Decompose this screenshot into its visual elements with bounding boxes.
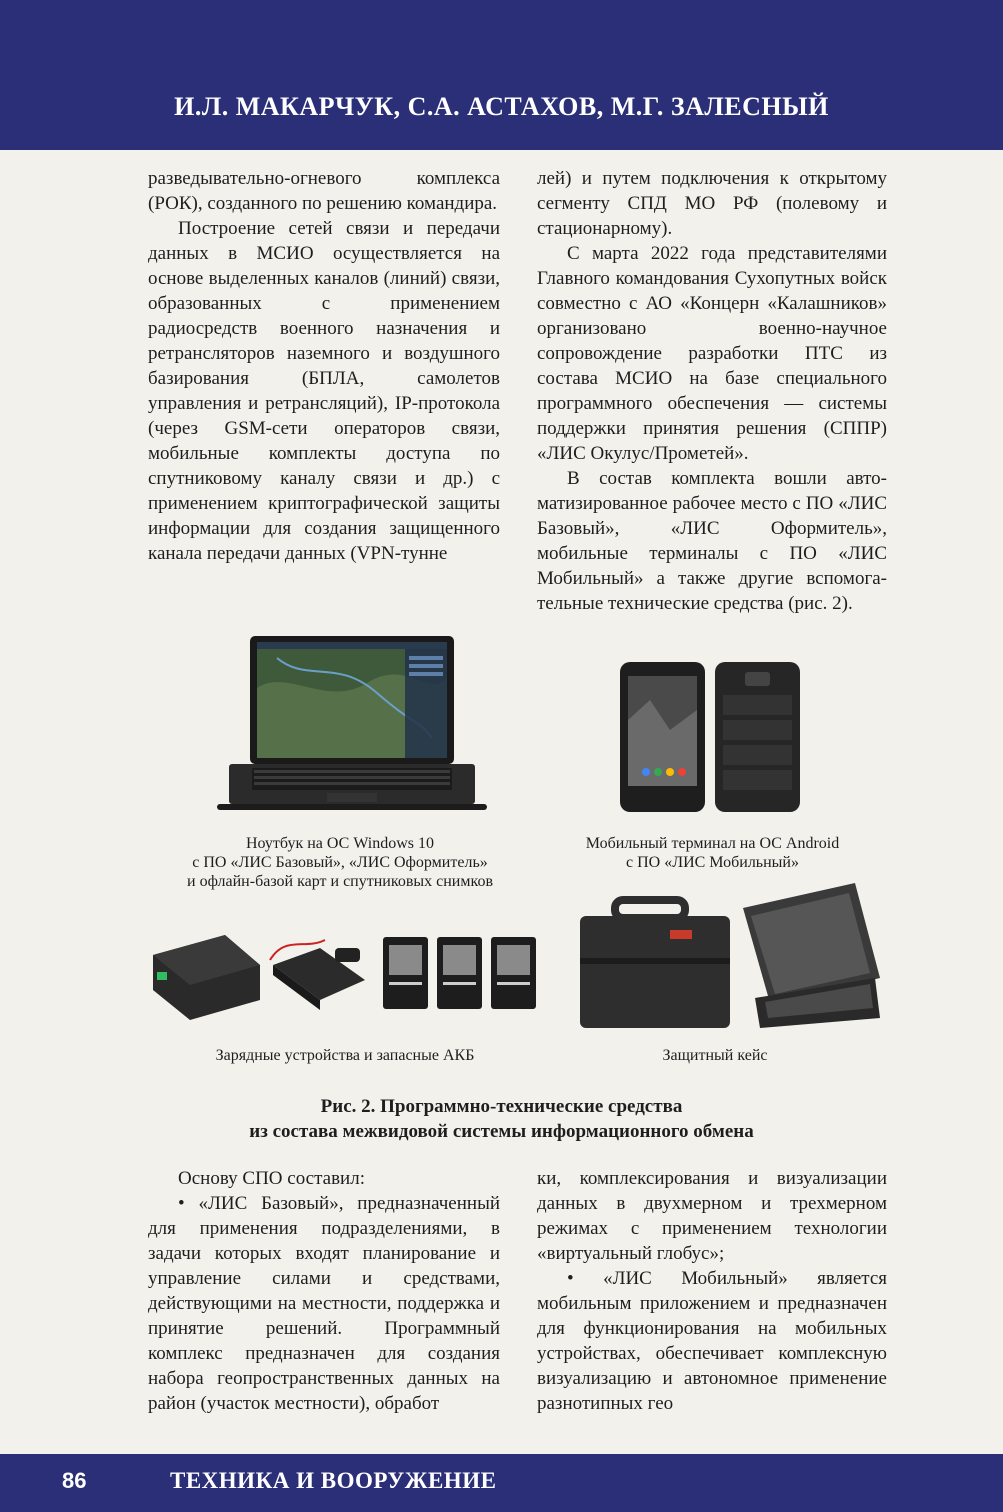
mobile-terminal-photo: [610, 660, 810, 815]
paragraph: С марта 2022 года представителями Главного командования Сухопутных войск совместно с АО «Концерн «Калашников» организовано военно-научное сопровождение разработки ПТС из состава МСИО на базе специального программного обеспечения — системы поддержки принятия решения (СППР) «ЛИС Окулус/Прометей».: [537, 243, 887, 464]
caption-chargers: Зарядные устройства и запасные АКБ: [215, 1047, 475, 1064]
chargers-photo: [145, 920, 540, 1035]
caption-protective-case: Защитный кейс: [662, 1047, 768, 1064]
paragraph: • «ЛИС Базовый», предназначенный для применения подразделениями, в задачи которых входят планирование и управление силами и средствами, действующими на местности, поддержка и принятие решений. Программный комплекс предназначен для создания набора геопространственных данных на район (участок местности), обработ: [148, 1193, 500, 1414]
paragraph: • «ЛИС Мобильный» является мобильным приложением и предназначен для функционирования на мобильных устройствах, обеспечивает комплексную визуализацию и автономное применение разнотипных гео: [537, 1268, 887, 1414]
page-number: 86: [62, 1468, 87, 1493]
protective-case-photo: [575, 878, 887, 1033]
paragraph: лей) и путем подключения к открытому сегменту СПД МО РФ (полевому и стационарному).: [537, 168, 887, 239]
footer-band: [0, 1454, 1003, 1512]
paragraph: ки, комплексирования и визуализации данных в двухмерном и трехмерном режимах с применением технологии «виртуальный глобус»;: [537, 1168, 887, 1264]
header-band: [0, 0, 1003, 150]
column-left-top: [148, 166, 500, 566]
paragraph: Основу СПО составил:: [178, 1168, 365, 1189]
column-right-top: [537, 166, 887, 616]
laptop-photo: [217, 628, 487, 813]
paragraph: разведывательно-огневого комплекса (РОК), созданного по решению командира.: [148, 168, 500, 214]
caption-mobile-terminal: Мобильный терминал на ОС Android с ПО «ЛИС Мобильный»: [585, 835, 840, 871]
caption-laptop: Ноутбук на ОС Windows 10 с ПО «ЛИС Базовый», «ЛИС Оформитель» и офлайн-базой карт и спутниковых снимков: [187, 835, 493, 890]
paragraph: В состав комплекта вошли автоматизированное рабочее место с ПО «ЛИС Базовый», «ЛИС Оформитель», мобильные терминалы с ПО «ЛИС Мобильный» а также другие вспомогательные технические средства (рис. 2).: [537, 468, 887, 614]
article-authors: И.Л. МАКАРЧУК, С.А. АСТАХОВ, М.Г. ЗАЛЕСНЫЙ: [174, 92, 829, 121]
column-right-bottom: [537, 1166, 887, 1416]
column-left-bottom: [148, 1166, 500, 1416]
figure-title: Рис. 2. Программно-технические средства из состава межвидовой системы информационного обмена: [249, 1096, 754, 1142]
paragraph: Построение сетей связи и передачи данных в МСИО осуществляется на основе выделенных каналов (линий) связи, образованных с применением радиосредств военного назначения и ретрансляторов наземного и воздушного базирования (БПЛА, самолетов управления и ретрансляций), IP-протокола (через GSM-сети операторов связи, мобильные комплекты доступа по спутниковому каналу связи и др.) с применением криптографической защиты информации для создания защищенного канала передачи данных (VPN-тунне: [148, 218, 500, 564]
magazine-title: ТЕХНИКА И ВООРУЖЕНИЕ: [170, 1468, 497, 1493]
